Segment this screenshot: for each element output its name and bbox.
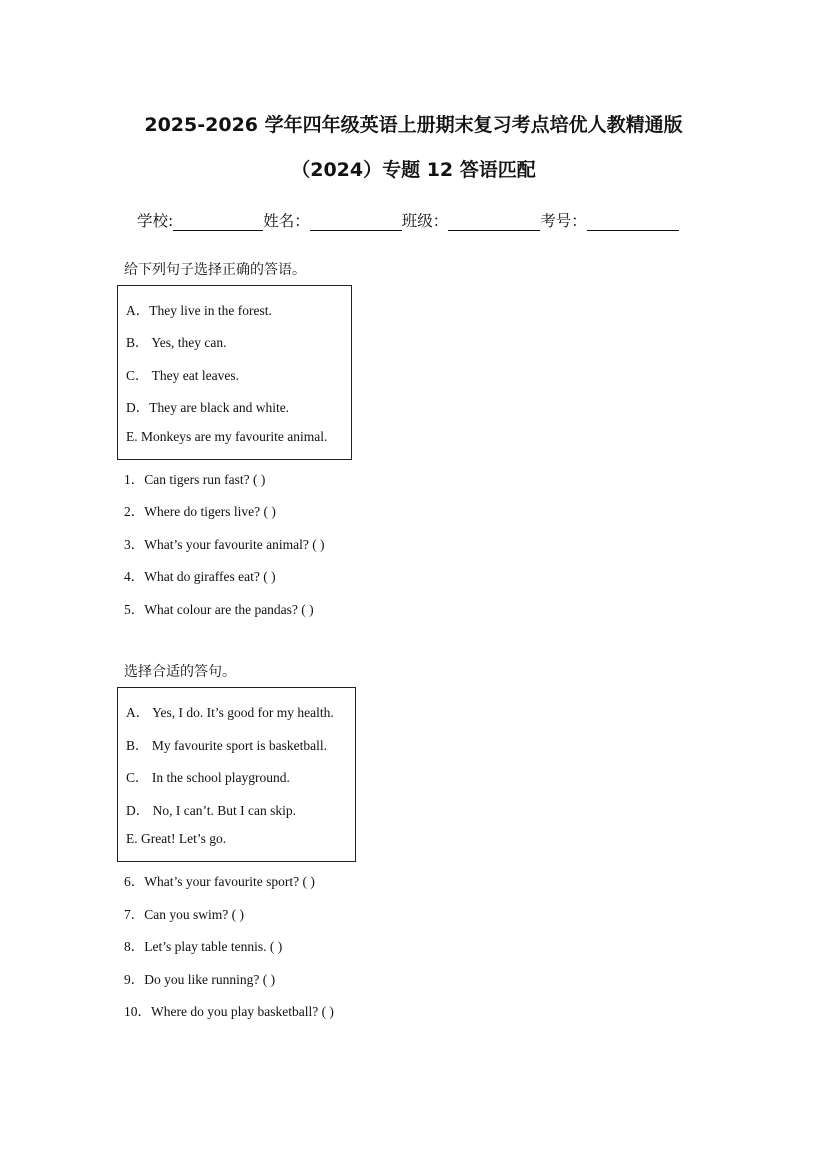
section2-option-e: E. Great! Let’s go. — [126, 831, 227, 846]
section1-option-d: D．They are black and white. — [126, 400, 290, 415]
section2-option-d: D． No, I can’t. But I can skip. — [126, 803, 296, 818]
school-label: 学校: — [137, 212, 174, 230]
section2-option-b: B． My favourite sport is basketball. — [126, 738, 327, 753]
section2-options-box — [117, 687, 356, 862]
school-field[interactable] — [173, 212, 263, 231]
section2-instruction: 选择合适的答句。 — [124, 664, 236, 680]
student-info-row — [137, 209, 679, 231]
section2-option-a: A． Yes, I do. It’s good for my health. — [126, 705, 334, 720]
question-6[interactable]: 6．What’s your favourite sport? ( ) — [124, 874, 315, 889]
question-9[interactable]: 9．Do you like running? ( ) — [124, 972, 276, 987]
class-label: 班级： — [401, 212, 449, 230]
class-field[interactable] — [448, 212, 540, 231]
question-5[interactable]: 5．What colour are the pandas? ( ) — [124, 602, 314, 617]
question-8[interactable]: 8．Let’s play table tennis. ( ) — [124, 939, 283, 954]
section1-instruction: 给下列句子选择正确的答语。 — [124, 262, 306, 278]
section1-option-a: A．They live in the forest. — [126, 303, 272, 318]
question-4[interactable]: 4．What do giraffes eat? ( ) — [124, 569, 276, 584]
name-field[interactable] — [310, 212, 402, 231]
question-2[interactable]: 2．Where do tigers live? ( ) — [124, 504, 276, 519]
page-title-line-1: 2025-2026 学年四年级英语上册期末复习考点培优人教精通版 — [144, 114, 683, 136]
section1-options-box — [117, 285, 352, 460]
section1-option-e: E. Monkeys are my favourite animal. — [126, 429, 328, 444]
question-7[interactable]: 7．Can you swim? ( ) — [124, 907, 244, 922]
name-label: 姓名： — [263, 212, 310, 230]
exam-number-label: 考号： — [540, 212, 587, 230]
section1-option-b: B． Yes, they can. — [126, 335, 227, 350]
page-title-line-2: （2024）专题 12 答语匹配 — [291, 159, 536, 181]
exam-number-field[interactable] — [587, 212, 679, 231]
section1-option-c: C． They eat leaves. — [126, 368, 239, 383]
question-1[interactable]: 1．Can tigers run fast? ( ) — [124, 472, 266, 487]
question-3[interactable]: 3．What’s your favourite animal? ( ) — [124, 537, 325, 552]
section2-option-c: C． In the school playground. — [126, 770, 290, 785]
question-10[interactable]: 10．Where do you play basketball? ( ) — [124, 1004, 334, 1019]
